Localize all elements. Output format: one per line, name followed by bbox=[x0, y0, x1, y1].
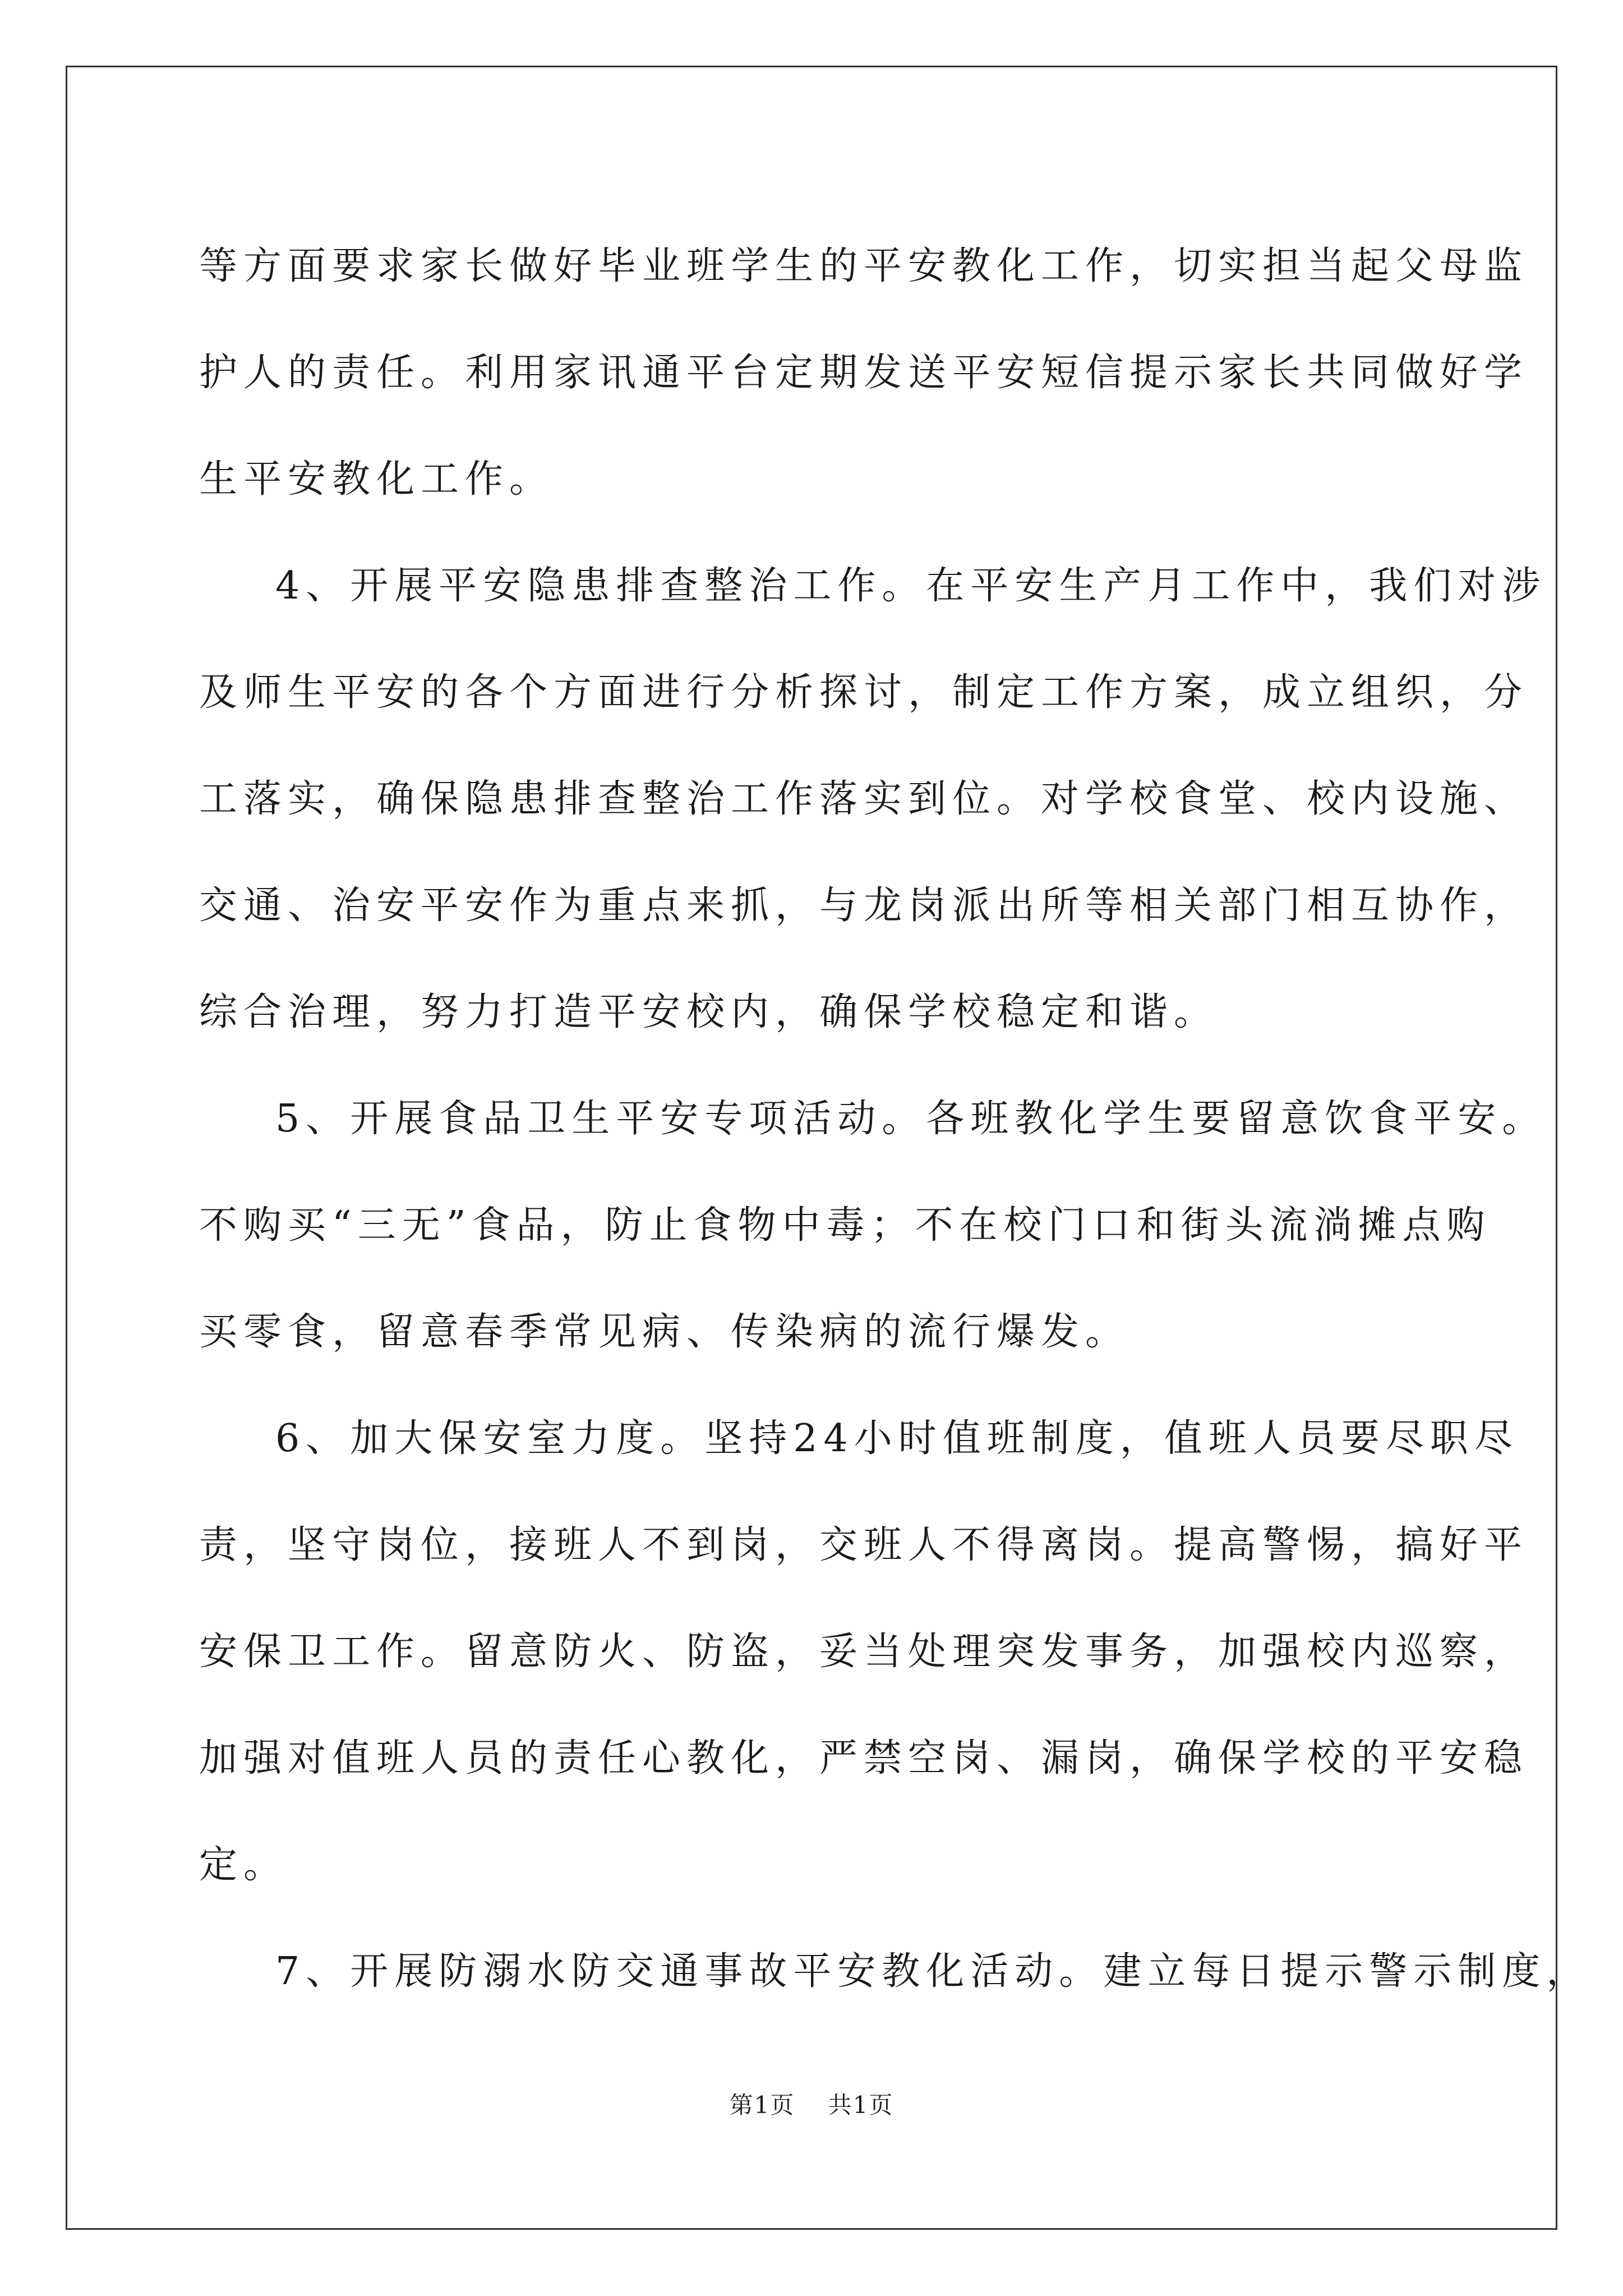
text-line: 安保卫工作。留意防火、防盗，妥当处理突发事务，加强校内巡察， bbox=[199, 1630, 1529, 1674]
paragraph-start-line: 6、加大保安室力度。坚持24小时值班制度，值班人员要尽职尽 bbox=[275, 1416, 1519, 1461]
text-line: 加强对值班人员的责任心教化，严禁空岗、漏岗，确保学校的平安稳 bbox=[199, 1736, 1529, 1780]
text-line: 护人的责任。利用家讯通平台定期发送平安短信提示家长共同做好学 bbox=[199, 351, 1529, 395]
paragraph-start-line: 4、开展平安隐患排查整治工作。在平安生产月工作中，我们对涉 bbox=[275, 564, 1547, 608]
text-line: 交通、治安平安作为重点来抓，与龙岗派出所等相关部门相互协作， bbox=[199, 884, 1529, 928]
text-line: 工落实，确保隐患排查整治工作落实到位。对学校食堂、校内设施、 bbox=[199, 777, 1529, 821]
document-body bbox=[199, 213, 1591, 2025]
text-line: 买零食，留意春季常见病、传染病的流行爆发。 bbox=[199, 1310, 1130, 1354]
paragraph-start-line: 5、开展食品卫生平安专项活动。各班教化学生要留意饮食平安。 bbox=[275, 1097, 1547, 1141]
paragraph-start-line: 7、开展防溺水防交通事故平安教化活动。建立每日提示警示制度， bbox=[275, 1949, 1591, 1994]
page-footer bbox=[0, 2087, 1623, 2120]
text-line: 及师生平安的各个方面进行分析探讨，制定工作方案，成立组织，分 bbox=[199, 670, 1529, 715]
page-number-current: 第1页 bbox=[729, 2091, 795, 2119]
text-line: 责，坚守岗位，接班人不到岗，交班人不得离岗。提高警惕，搞好平 bbox=[199, 1523, 1529, 1567]
text-line: 综合治理，努力打造平安校内，确保学校稳定和谐。 bbox=[199, 990, 1219, 1034]
text-line: 不购买“三无”食品，防止食物中毒；不在校门口和街头流淌摊点购 bbox=[199, 1203, 1491, 1248]
page-number-total: 共1页 bbox=[828, 2091, 894, 2119]
text-line: 等方面要求家长做好毕业班学生的平安教化工作，切实担当起父母监 bbox=[199, 244, 1529, 288]
text-line: 定。 bbox=[199, 1843, 288, 1887]
text-line: 生平安教化工作。 bbox=[199, 457, 554, 501]
